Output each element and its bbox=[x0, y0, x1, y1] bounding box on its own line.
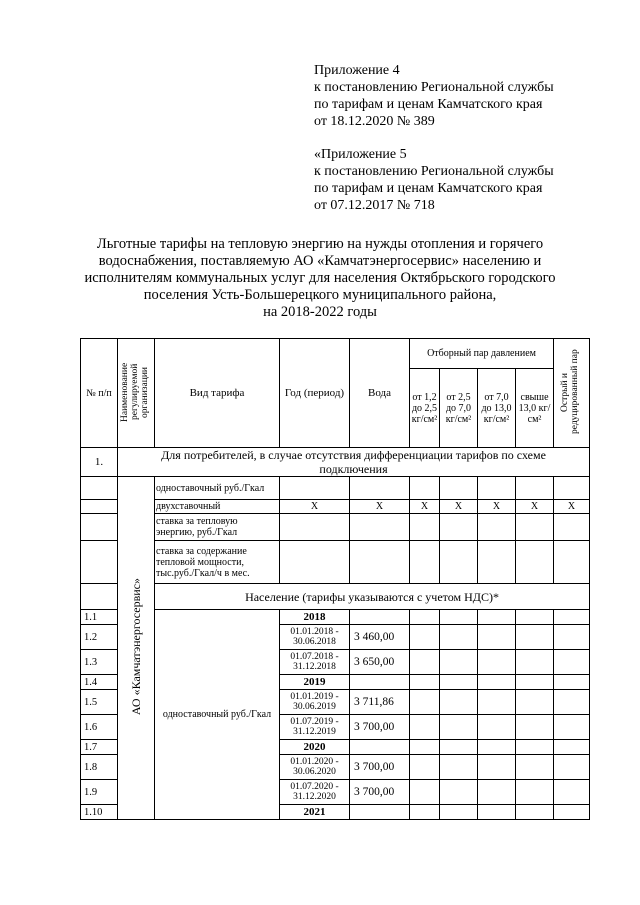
header-sharp-steam: Острый и редуцированный пар bbox=[554, 339, 590, 448]
x-mark: X bbox=[516, 500, 554, 514]
title-line: водоснабжения, поставляемую АО «Камчатэнергосервис» населению и bbox=[98, 253, 542, 269]
section1-title: Для потребителей, в случае отсутствия дифференциации тарифов по схеме подключения bbox=[118, 448, 590, 477]
tariff-table bbox=[80, 338, 590, 820]
header-tariff-type: Вид тарифа bbox=[155, 339, 280, 448]
capacity-rate-label: ставка за содержание тепловой мощности, тыс.руб./Гкал/ч в мес. bbox=[155, 541, 280, 584]
row-number: 1.2 bbox=[81, 625, 118, 650]
header-num: № п/п bbox=[81, 339, 118, 448]
row-year: 2019 bbox=[280, 675, 350, 690]
title-line: исполнителям коммунальных услуг для населения Октябрьского городского bbox=[84, 270, 556, 286]
row-year: 2018 bbox=[280, 610, 350, 625]
document-title bbox=[80, 236, 560, 321]
annex-current-line: от 18.12.2020 № 389 bbox=[314, 114, 435, 129]
title-line: на 2018-2022 годы bbox=[263, 304, 377, 320]
header-year: Год (период) bbox=[280, 339, 350, 448]
row-period: 01.01.2018 - 30.06.2018 bbox=[280, 625, 350, 650]
population-tariff-label: одноставочный руб./Гкал bbox=[155, 610, 280, 820]
row-period: 01.01.2020 - 30.06.2020 bbox=[280, 755, 350, 780]
header-steam-4: свыше 13,0 кг/см² bbox=[516, 369, 554, 448]
table-row bbox=[81, 610, 590, 625]
population-section: Население (тарифы указываются с учетом НДС)* bbox=[155, 584, 590, 610]
header-water: Вода bbox=[350, 339, 410, 448]
row-number: 1.3 bbox=[81, 650, 118, 675]
row-period: 01.07.2020 - 31.12.2020 bbox=[280, 780, 350, 805]
organization-cell: АО «Камчатэнергосервис» bbox=[118, 477, 155, 820]
row-number: 1.9 bbox=[81, 780, 118, 805]
row-value: 3 711,86 bbox=[350, 690, 410, 715]
annex-previous-line: от 07.12.2017 № 718 bbox=[314, 198, 435, 213]
x-mark: X bbox=[410, 500, 440, 514]
row-value: 3 700,00 bbox=[350, 715, 410, 740]
x-mark: X bbox=[440, 500, 478, 514]
annex-previous bbox=[314, 146, 554, 214]
row-number: 1.1 bbox=[81, 610, 118, 625]
annex-previous-line: по тарифам и ценам Камчатского края bbox=[314, 181, 543, 196]
annex-current-line: по тарифам и ценам Камчатского края bbox=[314, 97, 543, 112]
header-steam-1: от 1,2 до 2,5 кг/см² bbox=[410, 369, 440, 448]
row-value: 3 460,00 bbox=[350, 625, 410, 650]
annex-current bbox=[314, 62, 554, 130]
annex-previous-line: к постановлению Региональной службы bbox=[314, 164, 554, 179]
row-period: 01.07.2018 - 31.12.2018 bbox=[280, 650, 350, 675]
header-steam-2: от 2,5 до 7,0 кг/см² bbox=[440, 369, 478, 448]
title-line: Льготные тарифы на тепловую энергию на нужды отопления и горячего bbox=[96, 236, 544, 252]
annex-current-line: Приложение 4 bbox=[314, 63, 400, 78]
x-mark: X bbox=[280, 500, 350, 514]
row-period: 01.01.2019 - 30.06.2019 bbox=[280, 690, 350, 715]
row-value: 3 700,00 bbox=[350, 755, 410, 780]
row-number: 1.5 bbox=[81, 690, 118, 715]
row-number: 1.4 bbox=[81, 675, 118, 690]
header-organization: Наименование регулируемой организации bbox=[118, 339, 155, 448]
heat-rate-label: ставка за тепловую энергию, руб./Гкал bbox=[155, 514, 280, 541]
row-number: 1.7 bbox=[81, 740, 118, 755]
x-mark: X bbox=[350, 500, 410, 514]
x-mark: X bbox=[478, 500, 516, 514]
x-mark: X bbox=[554, 500, 590, 514]
header-steam-3: от 7,0 до 13,0 кг/см² bbox=[478, 369, 516, 448]
single-rate-label: одноставочный руб./Гкал bbox=[155, 477, 280, 500]
annex-current-line: к постановлению Региональной службы bbox=[314, 80, 554, 95]
two-rate-label: двухставочный bbox=[155, 500, 280, 514]
header-steam-group: Отборный пар давлением bbox=[410, 339, 554, 369]
row-year: 2020 bbox=[280, 740, 350, 755]
title-line: поселения Усть-Большерецкого муниципального района, bbox=[143, 287, 497, 303]
row-year: 2021 bbox=[280, 805, 350, 820]
row-value: 3 650,00 bbox=[350, 650, 410, 675]
section1-num: 1. bbox=[81, 448, 118, 477]
annex-previous-line: «Приложение 5 bbox=[314, 147, 407, 162]
row-value: 3 700,00 bbox=[350, 780, 410, 805]
row-period: 01.07.2019 - 31.12.2019 bbox=[280, 715, 350, 740]
row-number: 1.10 bbox=[81, 805, 118, 820]
row-number: 1.8 bbox=[81, 755, 118, 780]
row-number: 1.6 bbox=[81, 715, 118, 740]
